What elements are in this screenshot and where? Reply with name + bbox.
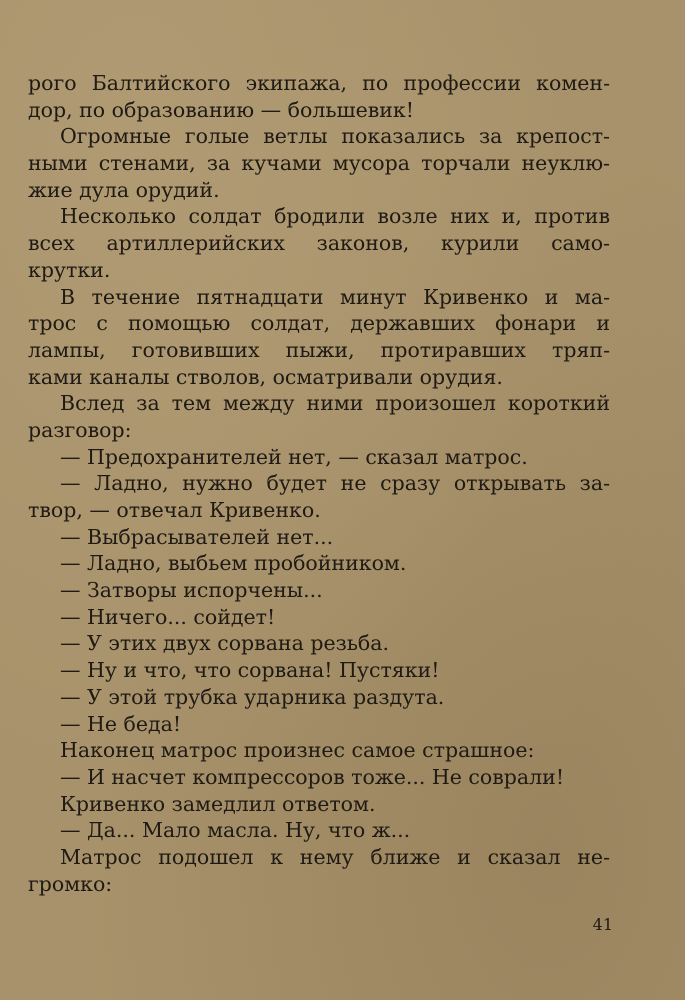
text-line: трос с помощью солдат, державших фонари и	[28, 311, 610, 336]
text-line: — Да... Мало масла. Ну, что ж...	[60, 818, 411, 843]
text-line: ками каналы стволов, осматривали орудия.	[28, 364, 503, 389]
text-line: лампы, готовивших пыжи, протиравших тряп-	[28, 337, 610, 362]
text-line: — У этой трубка ударника раздута.	[60, 684, 445, 709]
text-line: крутки.	[28, 257, 111, 282]
text-line: ными стенами, за кучами мусора торчали неуклю-	[28, 151, 610, 176]
text-line: всех артиллерийских законов, курили само-	[28, 231, 610, 256]
text-line: — Затворы испорчены...	[60, 578, 323, 603]
text-line: Наконец матрос произнес самое страшное:	[60, 738, 535, 763]
text-line: Матрос подошел к нему ближе и сказал не-	[60, 844, 610, 869]
text-line: твор, — отвечал Кривенко.	[28, 498, 321, 522]
text-line: — Ладно, нужно будет не сразу открывать за-	[60, 471, 610, 496]
text-line: рого Балтийского экипажа, по профессии комен-	[28, 71, 610, 95]
page-number: 41	[592, 915, 613, 934]
text-line: дор, по образованию — большевик!	[28, 97, 414, 122]
text-line: — Ну и что, что сорвана! Пустяки!	[60, 658, 440, 683]
text-line: В течение пятнадцати минут Кривенко и ма-	[60, 284, 610, 309]
text-line: Кривенко замедлил ответом.	[60, 791, 376, 816]
text-line: разговор:	[28, 417, 132, 442]
text-line: Огромные голые ветлы показались за крепост-	[60, 124, 610, 149]
text-line: — Ладно, выбьем пробойником.	[60, 551, 407, 576]
text-line: — У этих двух сорвана резьба.	[60, 631, 390, 656]
body-text	[28, 70, 610, 897]
text-line: громко:	[28, 871, 113, 896]
text-line: — И насчет компрессоров тоже... Не соврали!	[60, 764, 565, 789]
text-line: — Не беда!	[60, 711, 182, 736]
text-line: жие дула орудий.	[28, 177, 220, 202]
text-line: — Выбрасывателей нет...	[60, 524, 334, 549]
text-line: — Предохранителей нет, — сказал матрос.	[60, 444, 528, 469]
text-line: — Ничего... сойдет!	[60, 604, 276, 629]
text-line: Вслед за тем между ними произошел короткий	[60, 391, 610, 416]
text-line: Несколько солдат бродили возле них и, против	[60, 204, 610, 229]
